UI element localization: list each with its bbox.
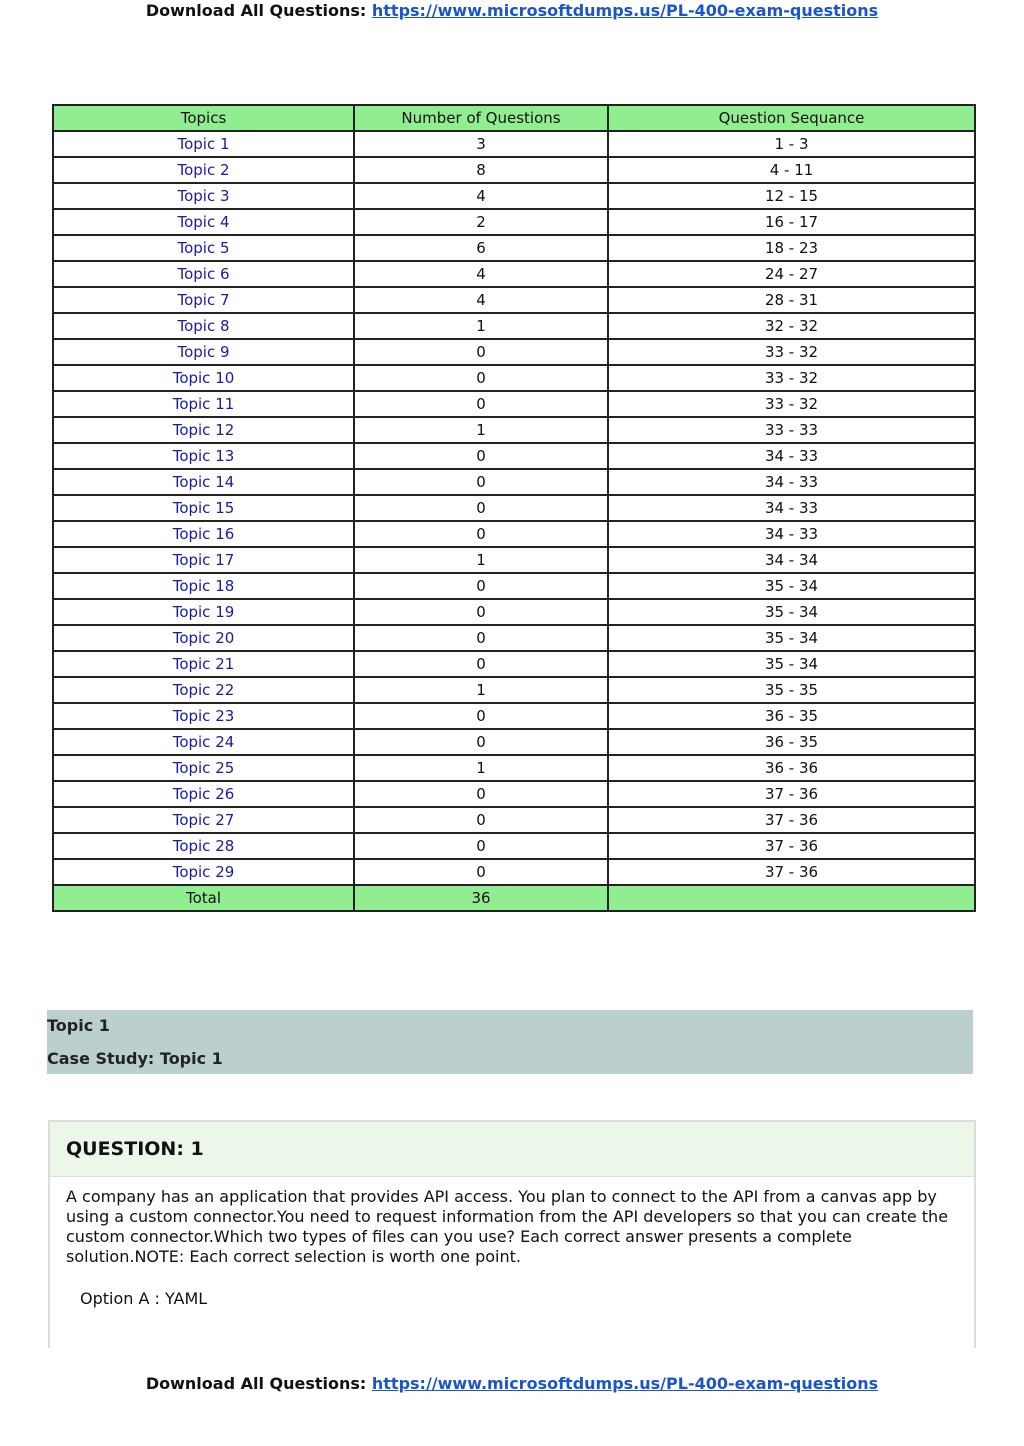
download-prefix: Download All Questions: [145,1374,367,1393]
table-header-row [53,105,975,131]
topic-link[interactable]: Topic 1 [53,131,354,157]
question-sequence: 37 - 36 [608,807,975,833]
question-count: 0 [354,807,608,833]
question-count: 0 [354,365,608,391]
topics-table [52,104,976,912]
table-row [53,573,975,599]
question-sequence: 34 - 33 [608,469,975,495]
question-count: 0 [354,599,608,625]
topic-link[interactable]: Topic 20 [53,625,354,651]
question-count: 0 [354,703,608,729]
question-count: 2 [354,209,608,235]
question-count: 0 [354,625,608,651]
question-count: 1 [354,313,608,339]
question-count: 0 [354,443,608,469]
topic-link[interactable]: Topic 21 [53,651,354,677]
question-heading: QUESTION: 1 [50,1122,974,1177]
table-row [53,209,975,235]
table-row [53,651,975,677]
topic-link[interactable]: Topic 17 [53,547,354,573]
question-count: 0 [354,833,608,859]
question-count: 0 [354,573,608,599]
question-sequence: 32 - 32 [608,313,975,339]
question-count: 1 [354,755,608,781]
topic-link[interactable]: Topic 26 [53,781,354,807]
question-count: 4 [354,183,608,209]
question-count: 1 [354,547,608,573]
question-sequence: 36 - 36 [608,755,975,781]
question-sequence: 1 - 3 [608,131,975,157]
question-sequence: 35 - 34 [608,599,975,625]
column-header-count: Number of Questions [354,105,608,131]
total-value: 36 [354,885,608,911]
question-count: 0 [354,859,608,885]
table-row [53,365,975,391]
question-count: 8 [354,157,608,183]
table-row [53,183,975,209]
question-sequence: 12 - 15 [608,183,975,209]
table-row [53,313,975,339]
question-sequence: 34 - 33 [608,495,975,521]
table-row [53,521,975,547]
total-label: Total [53,885,354,911]
question-count: 0 [354,339,608,365]
topic-link[interactable]: Topic 4 [53,209,354,235]
table-row [53,495,975,521]
table-body [53,131,975,885]
question-count: 3 [354,131,608,157]
table-row [53,625,975,651]
topic-link[interactable]: Topic 25 [53,755,354,781]
question-count: 1 [354,677,608,703]
table-row [53,391,975,417]
download-link[interactable]: https://www.microsoftdumps.us/PL-400-exam-questions [371,1,879,20]
topic-link[interactable]: Topic 7 [53,287,354,313]
question-sequence: 35 - 35 [608,677,975,703]
question-sequence: 36 - 35 [608,703,975,729]
topic-link[interactable]: Topic 10 [53,365,354,391]
table-row [53,807,975,833]
question-count: 6 [354,235,608,261]
table-row [53,547,975,573]
topic-link[interactable]: Topic 6 [53,261,354,287]
topic-link[interactable]: Topic 18 [53,573,354,599]
column-header-topics: Topics [53,105,354,131]
table-row [53,287,975,313]
question-sequence: 24 - 27 [608,261,975,287]
topic-link[interactable]: Topic 24 [53,729,354,755]
case-topic-label: Topic 1 [47,1016,110,1035]
question-sequence: 37 - 36 [608,859,975,885]
table-row [53,755,975,781]
question-sequence: 16 - 17 [608,209,975,235]
question-sequence: 37 - 36 [608,781,975,807]
table-row [53,339,975,365]
question-sequence: 35 - 34 [608,573,975,599]
table-row [53,157,975,183]
table-row [53,703,975,729]
topic-link[interactable]: Topic 28 [53,833,354,859]
topic-link[interactable]: Topic 2 [53,157,354,183]
topic-link[interactable]: Topic 13 [53,443,354,469]
table-row [53,235,975,261]
question-sequence: 34 - 33 [608,521,975,547]
topic-link[interactable]: Topic 5 [53,235,354,261]
question-sequence: 33 - 33 [608,417,975,443]
question-count: 0 [354,391,608,417]
case-study-title: Case Study: Topic 1 [47,1049,223,1068]
topic-link[interactable]: Topic 8 [53,313,354,339]
topic-link[interactable]: Topic 3 [53,183,354,209]
topic-link[interactable]: Topic 9 [53,339,354,365]
table-row [53,729,975,755]
topic-link[interactable]: Topic 15 [53,495,354,521]
download-banner-top [0,1,1024,20]
question-card [48,1120,976,1348]
question-sequence: 33 - 32 [608,365,975,391]
question-count: 0 [354,495,608,521]
question-count: 0 [354,651,608,677]
question-sequence: 37 - 36 [608,833,975,859]
topic-link[interactable]: Topic 27 [53,807,354,833]
download-banner-bottom [0,1374,1024,1393]
total-sequence [608,885,975,911]
topic-link[interactable]: Topic 19 [53,599,354,625]
question-sequence: 36 - 35 [608,729,975,755]
topic-link[interactable]: Topic 23 [53,703,354,729]
table-row [53,261,975,287]
question-sequence: 4 - 11 [608,157,975,183]
download-prefix: Download All Questions: [145,1,367,20]
topic-link[interactable]: Topic 14 [53,469,354,495]
table-row [53,781,975,807]
table-row [53,677,975,703]
topic-link[interactable]: Topic 16 [53,521,354,547]
question-sequence: 35 - 34 [608,651,975,677]
table-row [53,131,975,157]
question-count: 1 [354,417,608,443]
question-sequence: 18 - 23 [608,235,975,261]
table-row [53,417,975,443]
case-study-banner [47,1010,973,1074]
table-total-row [53,885,975,911]
table-row [53,443,975,469]
question-count: 0 [354,521,608,547]
topic-link[interactable]: Topic 12 [53,417,354,443]
question-sequence: 35 - 34 [608,625,975,651]
question-sequence: 33 - 32 [608,391,975,417]
option-a: Option A : YAML [80,1289,208,1308]
topic-link[interactable]: Topic 11 [53,391,354,417]
column-header-sequence: Question Sequance [608,105,975,131]
table-row [53,469,975,495]
question-count: 0 [354,781,608,807]
question-sequence: 33 - 32 [608,339,975,365]
topic-link[interactable]: Topic 22 [53,677,354,703]
question-count: 4 [354,287,608,313]
question-sequence: 28 - 31 [608,287,975,313]
table-row [53,833,975,859]
table-row [53,599,975,625]
question-count: 0 [354,729,608,755]
download-link[interactable]: https://www.microsoftdumps.us/PL-400-exam-questions [371,1374,879,1393]
topic-link[interactable]: Topic 29 [53,859,354,885]
question-count: 0 [354,469,608,495]
question-sequence: 34 - 34 [608,547,975,573]
question-count: 4 [354,261,608,287]
table-row [53,859,975,885]
question-text: A company has an application that provides API access. You plan to connect to the API from a canvas app by using a custom connector.You need to request information from the API developers so that you can create the custom connector.Which two types of files can you use? Each correct answer presents a complete solution.NOTE: Each correct selection is worth one point. [66,1187,949,1266]
question-sequence: 34 - 33 [608,443,975,469]
